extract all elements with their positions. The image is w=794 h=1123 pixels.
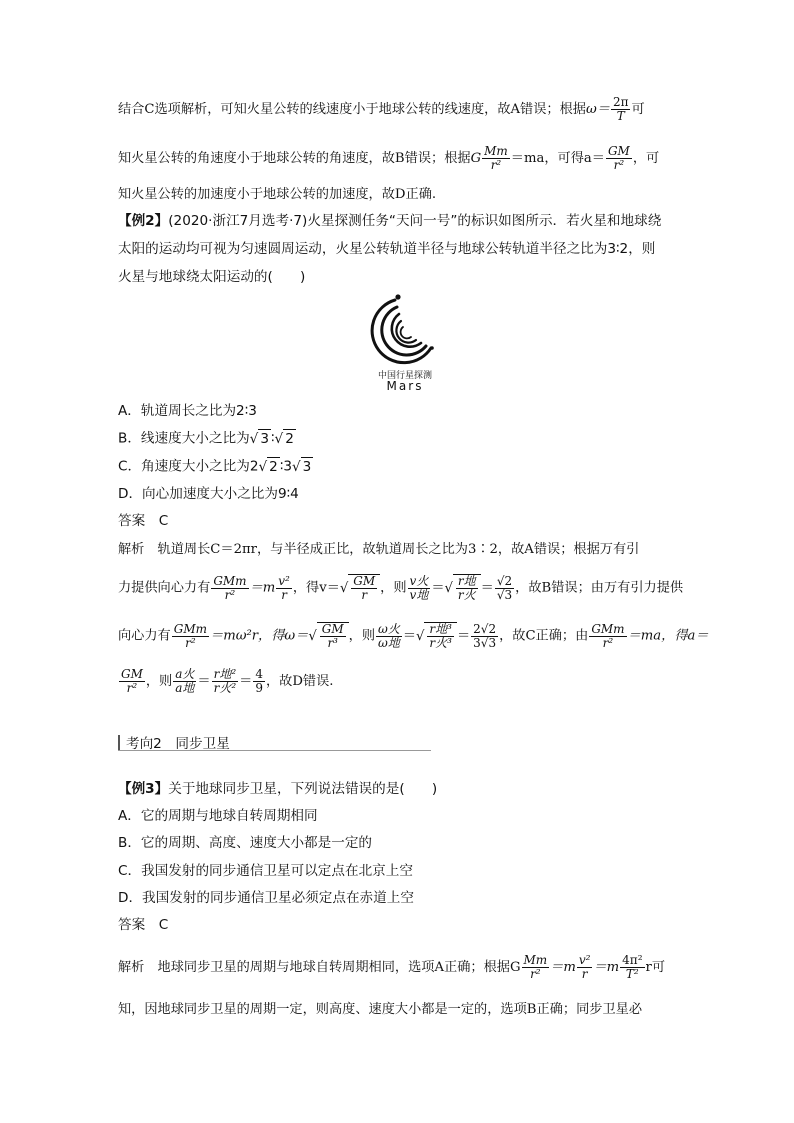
text: (2020·浙江7月选考·7)火星探测任务“天问一号”的标识如图所示．若火星和地球绕 (168, 213, 662, 229)
section-heading (118, 731, 431, 751)
ex2-option-b (118, 429, 296, 448)
text: ∶3 (279, 458, 292, 475)
fraction: $\frac{2\pi}{T}$ (612, 95, 629, 123)
formula: G (470, 151, 482, 166)
text: ∶ (271, 430, 275, 447)
ex3-option-b: B．它的周期、高度、速度大小都是一定的 (118, 835, 373, 851)
text: ，可 (632, 151, 660, 166)
ex2-stem-1 (118, 212, 661, 230)
text: 关于地球同步卫星，下列说法错误的是( ) (168, 781, 438, 797)
ex2-option-c (118, 457, 313, 476)
ex1-line-1 (118, 96, 645, 123)
ex1-line-3: 知火星公转的加速度小于地球公转的加速度，故D正确. (118, 187, 437, 202)
sqrt: √ 2 (274, 431, 294, 447)
logo-caption-en: Mars (386, 379, 424, 393)
sqrt: √ 3 (292, 459, 312, 475)
logo-caption-cn: 中国行星探测 (377, 371, 432, 381)
text: C．角速度大小之比为2 (118, 458, 259, 475)
section-bar (118, 735, 120, 750)
ex2-stem-3: 火星与地球绕太阳运动的( ) (118, 269, 306, 285)
text: B．线速度大小之比为 (118, 430, 250, 447)
ex2-solution-2: 力提供向心力有 $\frac{\text{GMm}}{\text{r²}}$ ＝m $\frac{\text{v²}}{r}$ ，得v＝√ $\frac{GM}{r}$ ，则 $\frac{\text{v火}}{\text{v地}}$ ＝√ $\frac{\text{r地}}{\text{r火}}$ ＝ $\frac{√2}{√3}$ ，故B错误；由万有引力提供 (118, 573, 684, 602)
ex3-solution-1: 解析 地球同步卫星的周期与地球自转周期相同，选项A正确；根据G $\frac{Mm}{\text{r²}}$ ＝m $\frac{\text{v²}}{r}$ ＝m $\frac{\text{4π²}}{\text{T²}}$ r可 (118, 953, 666, 981)
ex2-solution-1: 解析 轨道周长C＝2πr，与半径成正比，故轨道周长之比为3∶2，故A错误；根据万有引 (118, 542, 640, 557)
example-label: 【例2】 (118, 213, 169, 229)
mars-logo (365, 290, 445, 394)
ex2-solution-3: 向心力有 $\frac{\text{GMm}}{\text{r²}}$ ＝mω²r，得ω＝√ $\frac{GM}{\text{r³}}$ ，则 $\frac{\text{ω火}}{\text{ω地}}$ ＝√ $\frac{\text{r地³}}{\text{r火³}}$ ＝ $\frac{2√2}{3√3}$ ，故C正确；由 $\frac{\text{GMm}}{\text{r²}}$ ＝ma，得a＝ (118, 621, 709, 650)
ex3-option-d: D．我国发射的同步通信卫星必须定点在赤道上空 (118, 890, 414, 906)
ex3-solution-2: 知，因地球同步卫星的周期一定，则高度、速度大小都是一定的，选项B正确；同步卫星必 (118, 1002, 642, 1017)
ex2-stem-2: 太阳的运动均可视为匀速圆周运动，火星公转轨道半径与地球公转轨道半径之比为3∶2，则 (118, 241, 656, 257)
sqrt: √ 3 (249, 431, 269, 447)
text: 知火星公转的角速度小于地球公转的角速度，故B错误；根据 (118, 151, 471, 166)
ex2-answer: 答案 C (118, 513, 169, 529)
ex3-stem (118, 780, 437, 798)
text: ＝ma，可得a＝ (510, 151, 605, 166)
ex3-answer: 答案 C (118, 917, 169, 933)
text: 可 (631, 102, 645, 117)
formula: ω＝ (586, 102, 610, 117)
ex3-option-a: A．它的周期与地球自转周期相同 (118, 808, 318, 824)
ex2-solution-4: $\frac{GM}{\text{r²}}$ ，则 $\frac{\text{a火}}{\text{a地}}$ ＝ $\frac{\text{r地²}}{\text{r火²}}$ ＝ $\frac{4}{9}$ ，故D错误. (121, 667, 334, 695)
example-label: 【例3】 (118, 781, 169, 797)
section-underline (118, 750, 431, 751)
fraction: $\frac{Mm}{\text{r²}}$ (484, 144, 508, 172)
sqrt: √ 2 (258, 459, 278, 475)
ex2-option-a: A．轨道周长之比为2∶3 (118, 403, 257, 419)
text: 结合C选项解析，可知火星公转的线速度小于地球公转的线速度，故A错误；根据 (118, 102, 586, 117)
fraction: $\frac{GM}{\text{r²}}$ (607, 144, 630, 172)
ex3-option-c: C．我国发射的同步通信卫星可以定点在北京上空 (118, 863, 413, 879)
section-title: 考向2 同步卫星 (126, 736, 230, 752)
ex2-option-d: D．向心加速度大小之比为9∶4 (118, 486, 299, 502)
ex1-line-2 (118, 145, 659, 172)
